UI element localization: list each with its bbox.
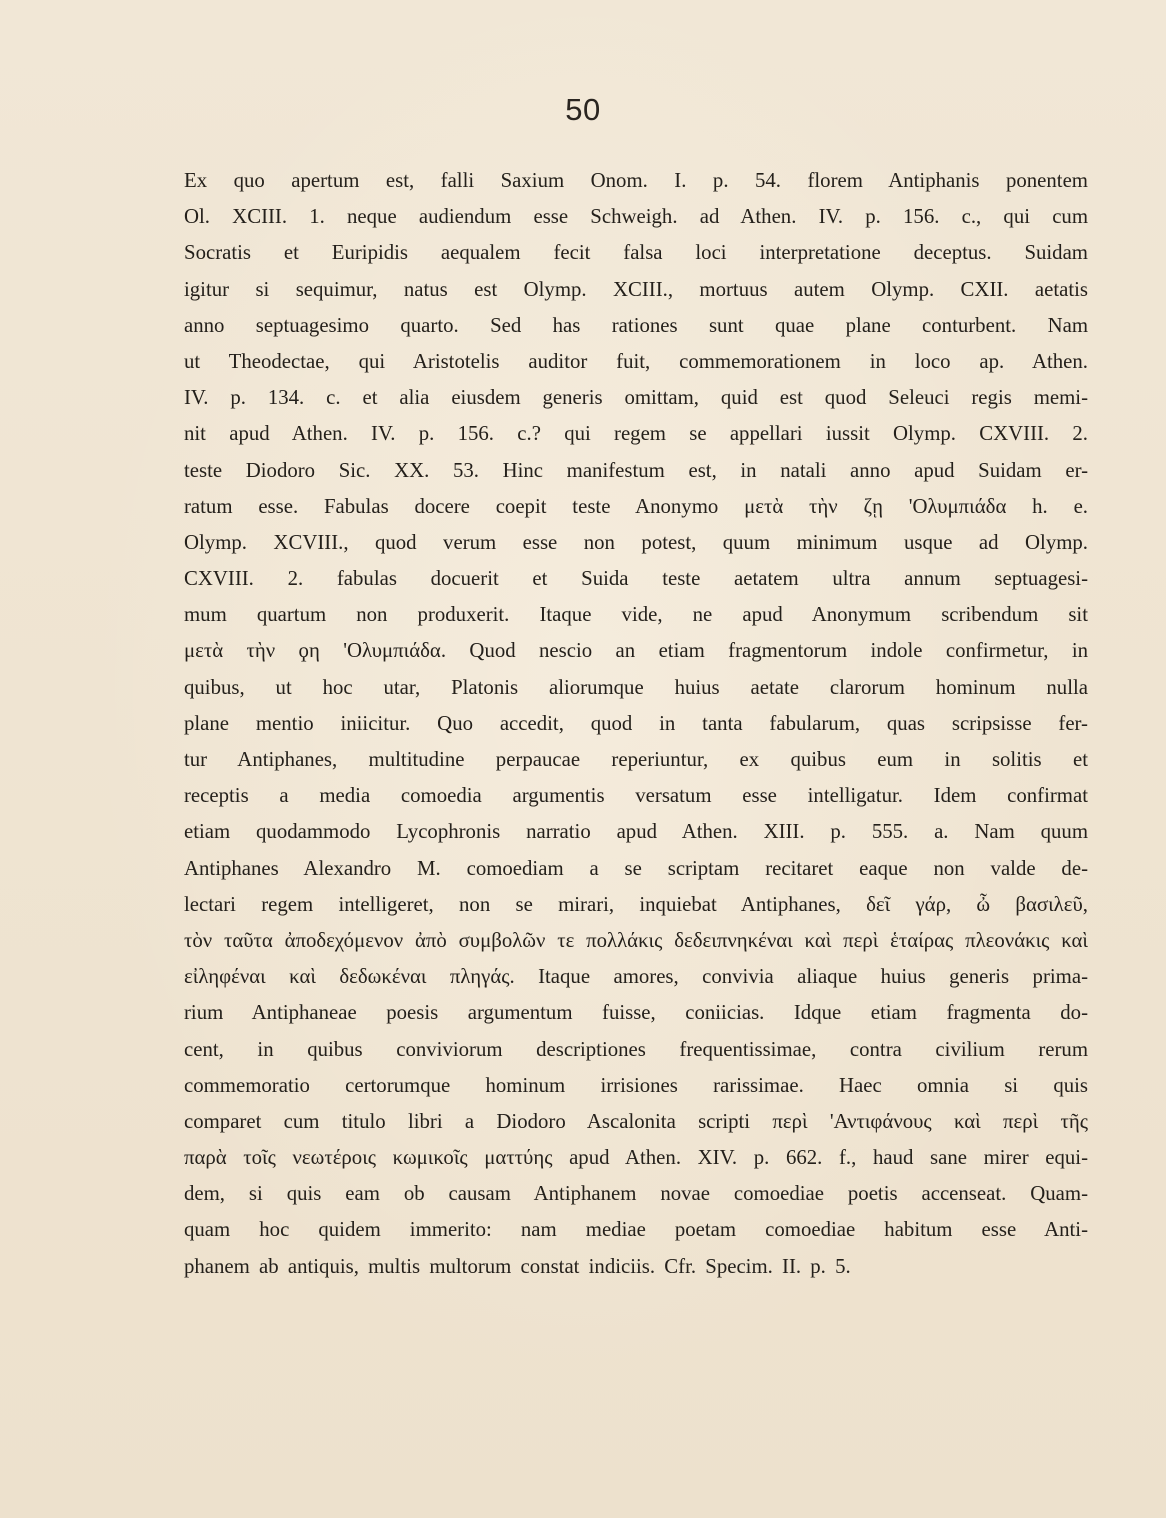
text-line: phanem ab antiquis, multis multorum constat indiciis. Cfr. Specim. II. p. 5. bbox=[184, 1254, 851, 1278]
text-line: ratum esse. Fabulas docere coepit teste Anonymo μετὰ τὴν ζῃ 'Ολυμπιάδα h. e. bbox=[184, 494, 1088, 518]
text-line: igitur si sequimur, natus est Olymp. XCIII., mortuus autem Olymp. CXII. aetatis bbox=[184, 277, 1088, 301]
text-line: Socratis et Euripidis aequalem fecit falsa loci interpretatione deceptus. Suidam bbox=[184, 241, 1088, 265]
text-line: Ex quo apertum est, falli Saxium Onom. I. p. 54. florem Antiphanis ponentem bbox=[184, 169, 1088, 192]
text-line: quam hoc quidem immerito: nam mediae poetam comoediae habitum esse Anti- bbox=[184, 1218, 1088, 1242]
text-line: Antiphanes Alexandro M. comoediam a se scriptam recitaret eaque non valde de- bbox=[184, 856, 1088, 880]
text-line: dem, si quis eam ob causam Antiphanem novae comoediae poetis accenseat. Quam- bbox=[184, 1182, 1088, 1206]
text-line: lectari regem intelligeret, non se mirari, inquiebat Antiphanes, δεῖ γάρ, ὦ βασιλεῦ, bbox=[184, 892, 1088, 916]
text-line: anno septuagesimo quarto. Sed has rationes sunt quae plane conturbent. Nam bbox=[184, 313, 1088, 337]
text-line: Ol. XCIII. 1. neque audiendum esse Schweigh. ad Athen. IV. p. 156. c., qui cum bbox=[184, 205, 1088, 229]
text-line: ut Theodectae, qui Aristotelis auditor fuit, commemorationem in loco ap. Athen. bbox=[184, 349, 1088, 373]
text-line: receptis a media comoedia argumentis versatum esse intelligatur. Idem confirmat bbox=[184, 784, 1088, 808]
text-line: παρὰ τοῖς νεωτέροις κωμικοῖς ματτύης apud Athen. XIV. p. 662. f., haud sane mirer equi- bbox=[184, 1146, 1088, 1170]
text-line: mum quartum non produxerit. Itaque vide, ne apud Anonymum scribendum sit bbox=[184, 603, 1088, 627]
text-line: rium Antiphaneae poesis argumentum fuisse, coniicias. Idque etiam fragmenta do- bbox=[184, 1001, 1088, 1025]
text-line: plane mentio iniicitur. Quo accedit, quod in tanta fabularum, quas scripsisse fer- bbox=[184, 711, 1088, 735]
text-line: τὸν ταῦτα ἀποδεχόμενον ἀπὸ συμβολῶν τε πολλάκις δεδειπνηκέναι καὶ περὶ ἑταίρας πλεονάκις καὶ bbox=[184, 928, 1088, 952]
text-line: comparet cum titulo libri a Diodoro Ascalonita scripti περὶ 'Αντιφάνους καὶ περὶ τῆς bbox=[184, 1109, 1088, 1133]
text-line: quibus, ut hoc utar, Platonis aliorumque huius aetate clarorum hominum nulla bbox=[184, 675, 1088, 699]
page-number: 50 bbox=[565, 92, 601, 127]
text-line: CXVIII. 2. fabulas docuerit et Suida teste aetatem ultra annum septuagesi- bbox=[184, 567, 1088, 591]
text-line: μετὰ τὴν ϙη 'Ολυμπιάδα. Quod nescio an etiam fragmentorum indole confirmetur, in bbox=[184, 639, 1088, 663]
text-line: commemoratio certorumque hominum irrisiones rarissimae. Haec omnia si quis bbox=[184, 1073, 1088, 1097]
text-line: εἰληφέναι καὶ δεδωκέναι πληγάς. Itaque amores, convivia aliaque huius generis prima- bbox=[184, 965, 1088, 989]
text-line: cent, in quibus conviviorum descriptiones frequentissimae, contra civilium rerum bbox=[184, 1037, 1088, 1061]
text-line: Olymp. XCVIII., quod verum esse non potest, quum minimum usque ad Olymp. bbox=[184, 530, 1088, 554]
text-line: teste Diodoro Sic. XX. 53. Hinc manifestum est, in natali anno apud Suidam er- bbox=[184, 458, 1088, 482]
text-line: IV. p. 134. c. et alia eiusdem generis omittam, quid est quod Seleuci regis memi- bbox=[184, 386, 1088, 410]
text-line: etiam quodammodo Lycophronis narratio apud Athen. XIII. p. 555. a. Nam quum bbox=[184, 820, 1088, 844]
text-line: tur Antiphanes, multitudine perpaucae reperiuntur, ex quibus eum in solitis et bbox=[184, 748, 1088, 771]
text-line: nit apud Athen. IV. p. 156. c.? qui regem se appellari iussit Olymp. CXVIII. 2. bbox=[184, 422, 1088, 446]
body-text bbox=[184, 163, 1088, 1285]
